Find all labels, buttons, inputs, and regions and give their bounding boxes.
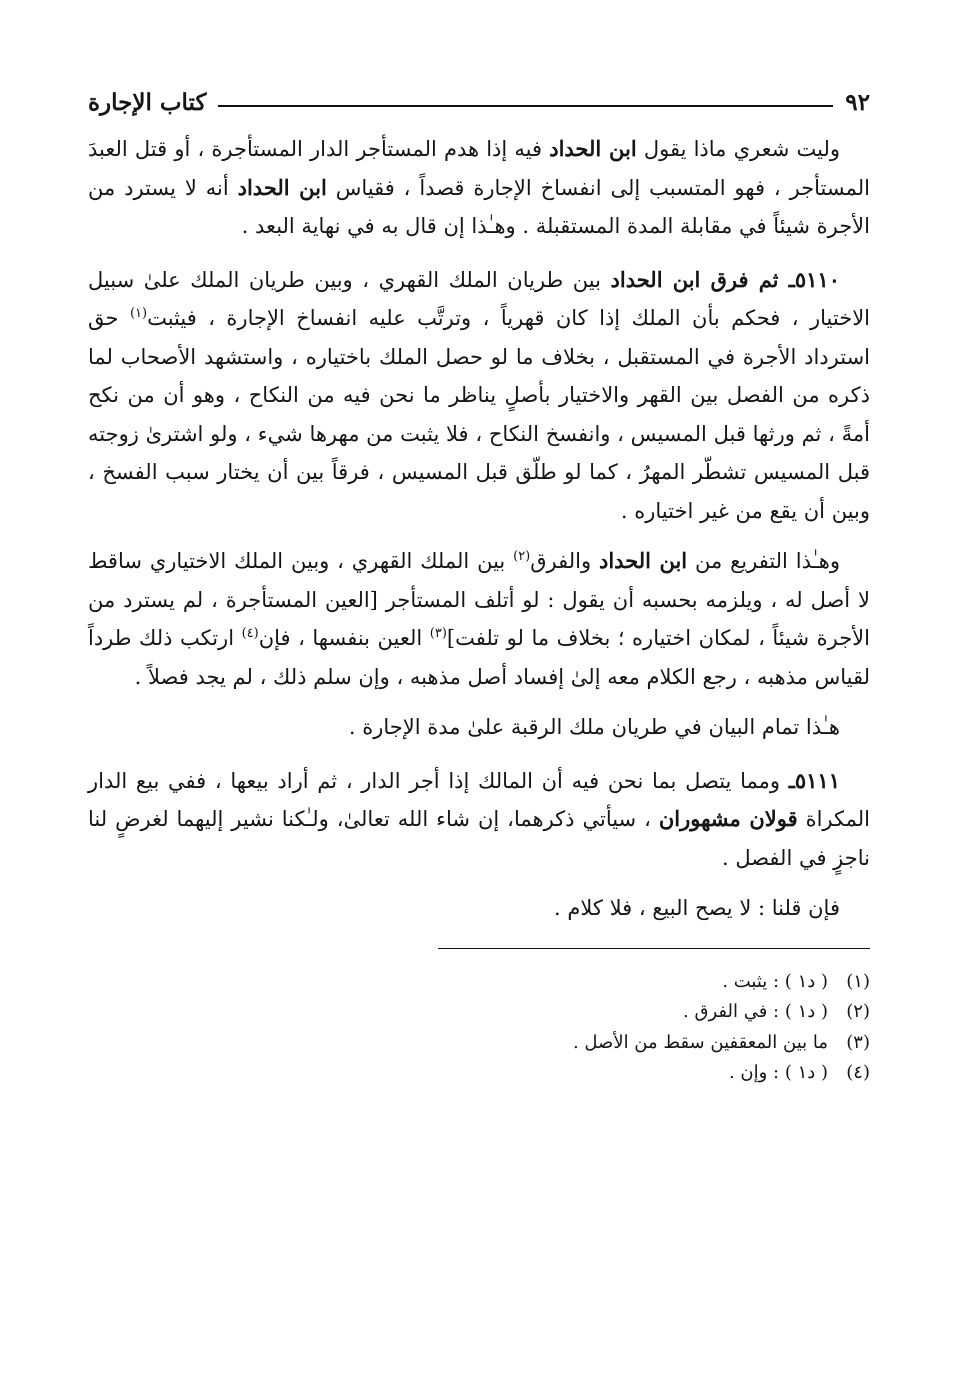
section-heading: ٥١١٠ـ ثم فرق ابن الحداد <box>610 266 840 292</box>
book-page <box>88 82 870 1089</box>
bold-name: ابن الحداد <box>549 136 637 161</box>
footnote-separator <box>438 948 870 949</box>
footnotes <box>88 967 870 1089</box>
footnote-number: (٤) <box>846 1062 870 1083</box>
paragraph-5111: ٥١١١ـ ومما يتصل بما نحن فيه أن المالك إذا أجر الدار ، ثم أراد بيعها ، ففي بيع الدار المكراة قولان مشهوران ، سيأتي ذكرهما، إن شاء الله تعالىٰ، ولـٰكنا نشير إليهما لغرضٍ لنا ناجزٍ في الفصل . <box>88 767 870 870</box>
bold-phrase: قولان مشهوران <box>658 806 798 831</box>
footnote-3 <box>88 1028 870 1059</box>
footnote-number: (١) <box>846 970 870 992</box>
bold-name: ابن الحداد <box>237 174 327 200</box>
footnote-text: ما بين المعقفين سقط من الأصل . <box>572 1031 828 1053</box>
footnote-ref-1[interactable]: (١) <box>129 306 148 321</box>
footnote-number: (٣) <box>846 1031 870 1053</box>
bold-name: ابن الحداد <box>598 548 688 573</box>
section-heading: ٥١١١ـ <box>788 767 840 793</box>
paragraph-3: وهـٰذا التفريع من ابن الحداد والفرق$^{(٢)}$ بين الملك القهري ، وبين الملك الاختياري ساقط لا أصل له ، ويلزمه بحسبه أن يقول : لو أتلف المستأجر [العين المستأجرة ، لم يسترد من الأجرة شيئاً ، لمكان اختياره ؛ بخلاف ما لو تلفت]$^{(٣)}$ العين بنفسها ، فإن$^{(٤)}$ ارتكب ذلك طرداً لقياس مذهبه ، رجع الكلام معه إلىٰ إفساد أصل مذهبه ، وإن سلم ذلك ، لم يجد فصلاً . <box>88 548 870 689</box>
paragraph-6: فإن قلنا : لا يصح البيع ، فلا كلام . <box>554 896 840 920</box>
header-rule <box>218 105 833 107</box>
footnote-text: ( د١ ) : وإن . <box>728 1062 828 1083</box>
footnote-1 <box>88 967 870 998</box>
footnote-ref-3[interactable]: (٣) <box>429 626 447 641</box>
footnote-ref-2[interactable]: (٢) <box>513 549 531 564</box>
footnote-2 <box>88 997 870 1028</box>
running-header <box>88 82 870 122</box>
paragraph-1: وليت شعري ماذا يقول ابن الحداد فيه إذا هدم المستأجر الدار المستأجرة ، أو قتل العبدَ المستأجر ، فهو المتسبب إلى انفساخ الإجارة قصداً ، فقياس ابن الحداد أنه لا يسترد من الأجرة شيئاً في مقابلة المدة المستقبلة . وهـٰذا إن قال به في نهاية البعد . <box>88 136 870 238</box>
paragraph-5110: ٥١١٠ـ ثم فرق ابن الحداد بين طريان الملك القهري ، وبين طريان الملك علىٰ سبيل الاختيار ، فحكم بأن الملك إذا كان قهرياً ، وترتَّب عليه انفساخ الإجارة ، فيثبت$^{(١)}$ حق استرداد الأجرة في المستقبل ، بخلاف ما لو حصل الملك باختياره ، واستشهد الأصحاب لما ذكره من الفصل بين القهر والاختيار بأصلٍ يناظر ما نحن فيه من النكاح ، وهو أن من نكح أمةً ، ثم ورثها قبل المسيس ، وانفسخ النكاح ، فلا يثبت من مهرها شيء ، ولو اشترىٰ زوجته قبل المسيس تشطّر المهرُ ، كما لو طلّق قبل المسيس ، فرقاً بين أن يختار سبب الفسخ ، وبين أن يقع من غير اختياره . <box>88 266 871 523</box>
footnote-ref-4[interactable]: (٤) <box>241 626 259 641</box>
book-title: كتاب الإجارة <box>88 88 207 116</box>
footnote-text: ( د١ ) : في الفرق . <box>683 1001 828 1022</box>
footnote-text: ( د١ ) : يثبت . <box>722 970 828 992</box>
footnote-number: (٢) <box>846 1001 870 1022</box>
paragraph-4: هـٰذا تمام البيان في طريان ملك الرقبة علىٰ مدة الإجارة . <box>348 715 840 739</box>
footnote-4 <box>88 1058 870 1089</box>
page-number: ٩٢ <box>845 88 870 116</box>
